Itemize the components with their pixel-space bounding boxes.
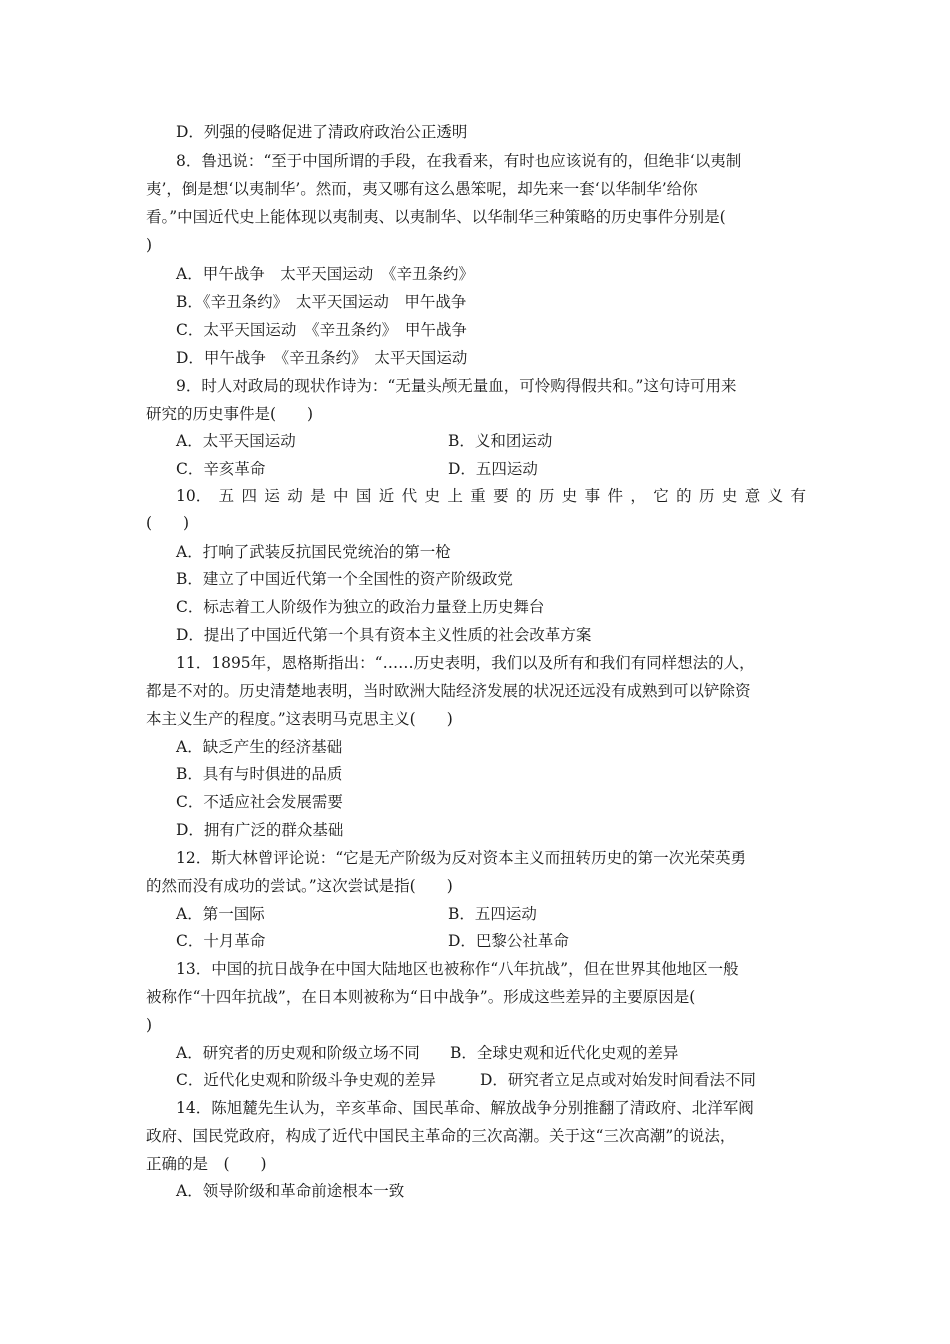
q8-option-d: D．甲午战争 《辛丑条约》 太平天国运动 xyxy=(176,349,468,367)
q10-char: 重 xyxy=(470,487,486,505)
q14-stem-line-1: 14．陈旭麓先生认为，辛亥革命、国民革命、解放战争分别推翻了清政府、北洋军阀 xyxy=(176,1099,754,1117)
q10-char: 中 xyxy=(332,487,349,505)
q10-char: 史 xyxy=(721,487,738,505)
q13-stem-line-1: 13．中国的抗日战争在中国大陆地区也被称作“八年抗战”，但在世界其他地区一般 xyxy=(176,960,739,978)
q13-option-d: D．研究者立足点或对始发时间看法不同 xyxy=(480,1071,756,1089)
q10-char: 上 xyxy=(447,487,463,505)
q11-stem-line-1: 11．1895年，恩格斯指出：“……历史表明，我们以及所有和我们有同样想法的人， xyxy=(176,654,755,672)
q10-char: 史 xyxy=(424,487,440,505)
q13-option-c: C．近代化史观和阶级斗争史观的差异 xyxy=(176,1071,436,1089)
q14-stem-line-2: 政府、国民党政府，构成了近代中国民主革命的三次高潮。关于这“三次高潮”的说法， xyxy=(146,1127,736,1145)
q8-option-b: B．《辛丑条约》 太平天国运动 甲午战争 xyxy=(176,293,467,311)
q10-char: 事 xyxy=(584,487,601,505)
q10-option-d: D．提出了中国近代第一个具有资本主义性质的社会改革方案 xyxy=(176,626,592,644)
q10-char: 历 xyxy=(538,487,555,505)
q10-char: 动 xyxy=(287,487,303,505)
q10-char: ， xyxy=(630,487,646,505)
q11-stem-line-2: 都是不对的。历史清楚地表明，当时欧洲大陆经济发展的状况还远没有成熟到可以铲除资 xyxy=(146,682,751,700)
q10-char: 历 xyxy=(698,487,715,505)
q8-answer-blank: ) xyxy=(146,236,153,254)
q8-stem-line-2: 夷’，倒是想‘以夷制华’。然而，夷又哪有这么愚笨呢，却先来一套‘以华制华’给你 xyxy=(146,180,698,198)
q14-stem-line-3: 正确的是 ( ) xyxy=(146,1155,267,1173)
q10-char: 近 xyxy=(378,487,395,505)
q8-option-c: C．太平天国运动 《辛丑条约》 甲午战争 xyxy=(176,321,467,339)
q8-option-a: A．甲午战争 太平天国运动 《辛丑条约》 xyxy=(176,265,474,283)
q10-char: 有 xyxy=(790,487,806,505)
q9-option-c: C．辛亥革命 xyxy=(176,460,266,478)
q10-char: 是 xyxy=(310,487,326,505)
q10-answer-blank: ( ) xyxy=(146,514,190,532)
q10-option-a: A．打响了武装反抗国民党统治的第一枪 xyxy=(176,543,451,561)
q11-option-b: B．具有与时俱进的品质 xyxy=(176,765,343,783)
q10-char: 意 xyxy=(744,487,761,505)
q11-stem-line-3: 本主义生产的程度。”这表明马克思主义( ) xyxy=(146,710,453,728)
q13-option-a: A．研究者的历史观和阶级立场不同 xyxy=(176,1044,420,1062)
q10-char: 它 xyxy=(653,487,669,505)
q10-char: 件 xyxy=(607,487,623,505)
q12-stem-line-2: 的然而没有成功的尝试。”这次尝试是指( ) xyxy=(146,877,453,895)
q12-stem-line-1: 12．斯大林曾评论说：“它是无产阶级为反对资本主义而扭转历史的第一次光荣英勇 xyxy=(176,849,747,867)
q12-option-d: D．巴黎公社革命 xyxy=(448,932,569,950)
q10-char: 史 xyxy=(561,487,578,505)
q11-option-d: D．拥有广泛的群众基础 xyxy=(176,821,344,839)
q8-stem-line-1: 8．鲁迅说：“至于中国所谓的手段，在我看来，有时也应该说有的，但绝非‘以夷制 xyxy=(176,152,742,170)
q10-char: 代 xyxy=(401,487,418,505)
q11-option-a: A．缺乏产生的经济基础 xyxy=(176,738,343,756)
q9-option-a: A．太平天国运动 xyxy=(176,432,296,450)
q10-option-c: C．标志着工人阶级作为独立的政治力量登上历史舞台 xyxy=(176,598,545,616)
q7-option-d: D．列强的侵略促进了清政府政治公正透明 xyxy=(176,123,468,141)
q11-option-c: C．不适应社会发展需要 xyxy=(176,793,343,811)
q12-option-a: A．第一国际 xyxy=(176,905,265,923)
q10-char: 的 xyxy=(515,487,532,505)
q10-number: 10． xyxy=(176,487,212,505)
q10-option-b: B．建立了中国近代第一个全国性的资产阶级政党 xyxy=(176,570,513,588)
q10-char: 要 xyxy=(493,487,509,505)
q13-option-b: B．全球史观和近代化史观的差异 xyxy=(450,1044,679,1062)
q8-stem-line-3: 看。”中国近代史上能体现以夷制夷、以夷制华、以华制华三种策略的历史事件分别是( xyxy=(146,208,726,226)
q13-stem-line-2: 被称作“十四年抗战”，在日本则被称为“日中战争”。形成这些差异的主要原因是( xyxy=(146,988,696,1006)
q9-stem-line-2: 研究的历史事件是( ) xyxy=(146,405,314,423)
q9-stem-line-1: 9．时人对政局的现状作诗为：“无量头颅无量血，可怜购得假共和。”这句诗可用来 xyxy=(176,377,737,395)
q14-option-a: A．领导阶级和革命前途根本一致 xyxy=(176,1182,405,1200)
q9-option-d: D．五四运动 xyxy=(448,460,538,478)
q13-answer-blank: ) xyxy=(146,1016,153,1034)
q9-option-b: B．义和团运动 xyxy=(448,432,553,450)
q10-char: 的 xyxy=(676,487,692,505)
q12-option-b: B．五四运动 xyxy=(448,905,537,923)
q10-stem-line-1 xyxy=(176,486,806,506)
q10-char: 五 xyxy=(218,487,235,505)
q10-char: 四 xyxy=(241,487,257,505)
q10-char: 运 xyxy=(264,487,280,505)
q10-char: 国 xyxy=(355,487,372,505)
q12-option-c: C．十月革命 xyxy=(176,932,266,950)
q10-char: 义 xyxy=(767,487,784,505)
